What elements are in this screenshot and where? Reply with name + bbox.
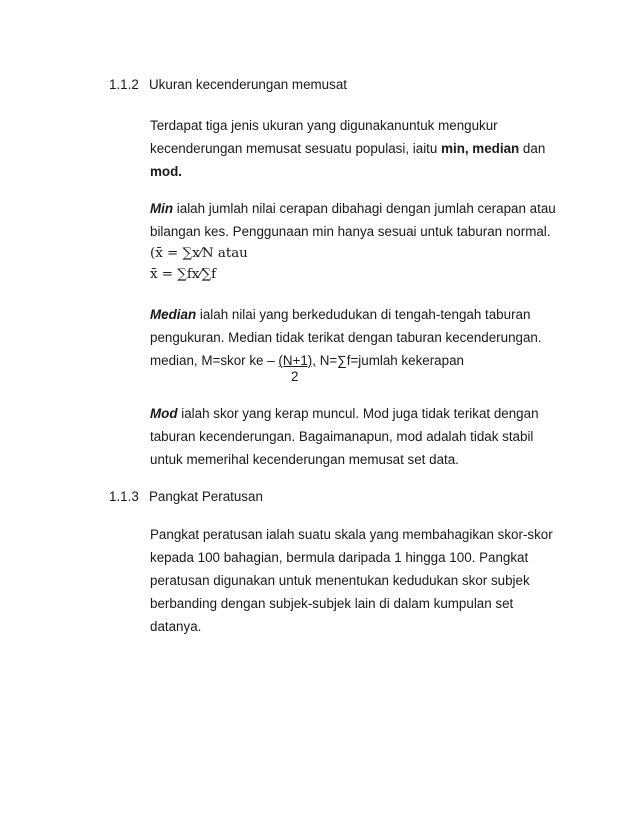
median-formula-end: N=∑f=jumlah kekerapan: [315, 353, 464, 368]
pangkat-line-2: kepada 100 bahagian, bermula daripada 1 hingga 100. Pangkat: [150, 550, 529, 565]
median-formula-start: median, M=skor ke –: [150, 353, 279, 368]
min-line-2: bilangan kes. Penggunaan min hanya sesuai untuk taburan normal.: [150, 224, 551, 239]
median-definition: ialah nilai yang berkedudukan di tengah-tengah taburan: [196, 307, 531, 322]
median-line-2: pengukuran. Median tidak terikat dengan taburan kecenderungan.: [150, 330, 542, 345]
min-term: Min: [150, 201, 174, 216]
median-formula-denominator: 2: [291, 369, 299, 384]
section-heading-1-1-3: [109, 489, 263, 504]
mod-line-3: untuk memerihal kecenderungan memusat set data.: [150, 452, 459, 467]
intro-line-2: [150, 141, 545, 156]
pangkat-line-3: peratusan digunakan untuk menentukan kedudukan skor subjek: [150, 573, 530, 588]
mod-definition: ialah skor yang kerap muncul. Mod juga tidak terikat dengan: [177, 406, 539, 421]
pangkat-line-4: berbanding dengan subjek-subjek lain di dalam kumpulan set: [150, 596, 514, 611]
min-definition: ialah jumlah nilai cerapan dibahagi dengan jumlah cerapan atau: [173, 201, 556, 216]
section-title: Pangkat Peratusan: [149, 489, 263, 504]
intro-line-3: mod.: [150, 164, 182, 179]
mod-line-1: [150, 406, 539, 421]
section-title: Ukuran kecenderungan memusat: [149, 77, 347, 92]
min-line-1: [150, 201, 556, 216]
intro-text: kecenderungan memusat sesuatu populasi, iaitu: [150, 141, 442, 156]
section-number: 1.1.3: [109, 489, 139, 504]
pangkat-line-1: Pangkat peratusan ialah suatu skala yang membahagikan skor-skor: [150, 527, 553, 542]
median-term: Median: [150, 307, 197, 322]
min-formula-2: x̄ = ∑fx⁄∑f: [150, 267, 217, 282]
section-number: 1.1.2: [109, 77, 139, 92]
intro-bold-terms: min, median: [441, 141, 520, 156]
mod-line-2: taburan kecenderungan. Bagaimanapun, mod adalah tidak stabil: [150, 429, 534, 444]
median-line-1: [150, 307, 530, 322]
pangkat-line-5: datanya.: [150, 619, 202, 634]
min-formula-1: (x̄ = ∑x⁄N atau: [150, 246, 248, 261]
median-formula: [150, 353, 464, 368]
section-heading-1-1-2: [109, 77, 347, 92]
median-formula-numerator: (N+1),: [278, 353, 316, 368]
intro-text-end: dan: [519, 141, 546, 156]
intro-line-1: Terdapat tiga jenis ukuran yang digunakanuntuk mengukur: [150, 118, 498, 133]
mod-term: Mod: [150, 406, 178, 421]
